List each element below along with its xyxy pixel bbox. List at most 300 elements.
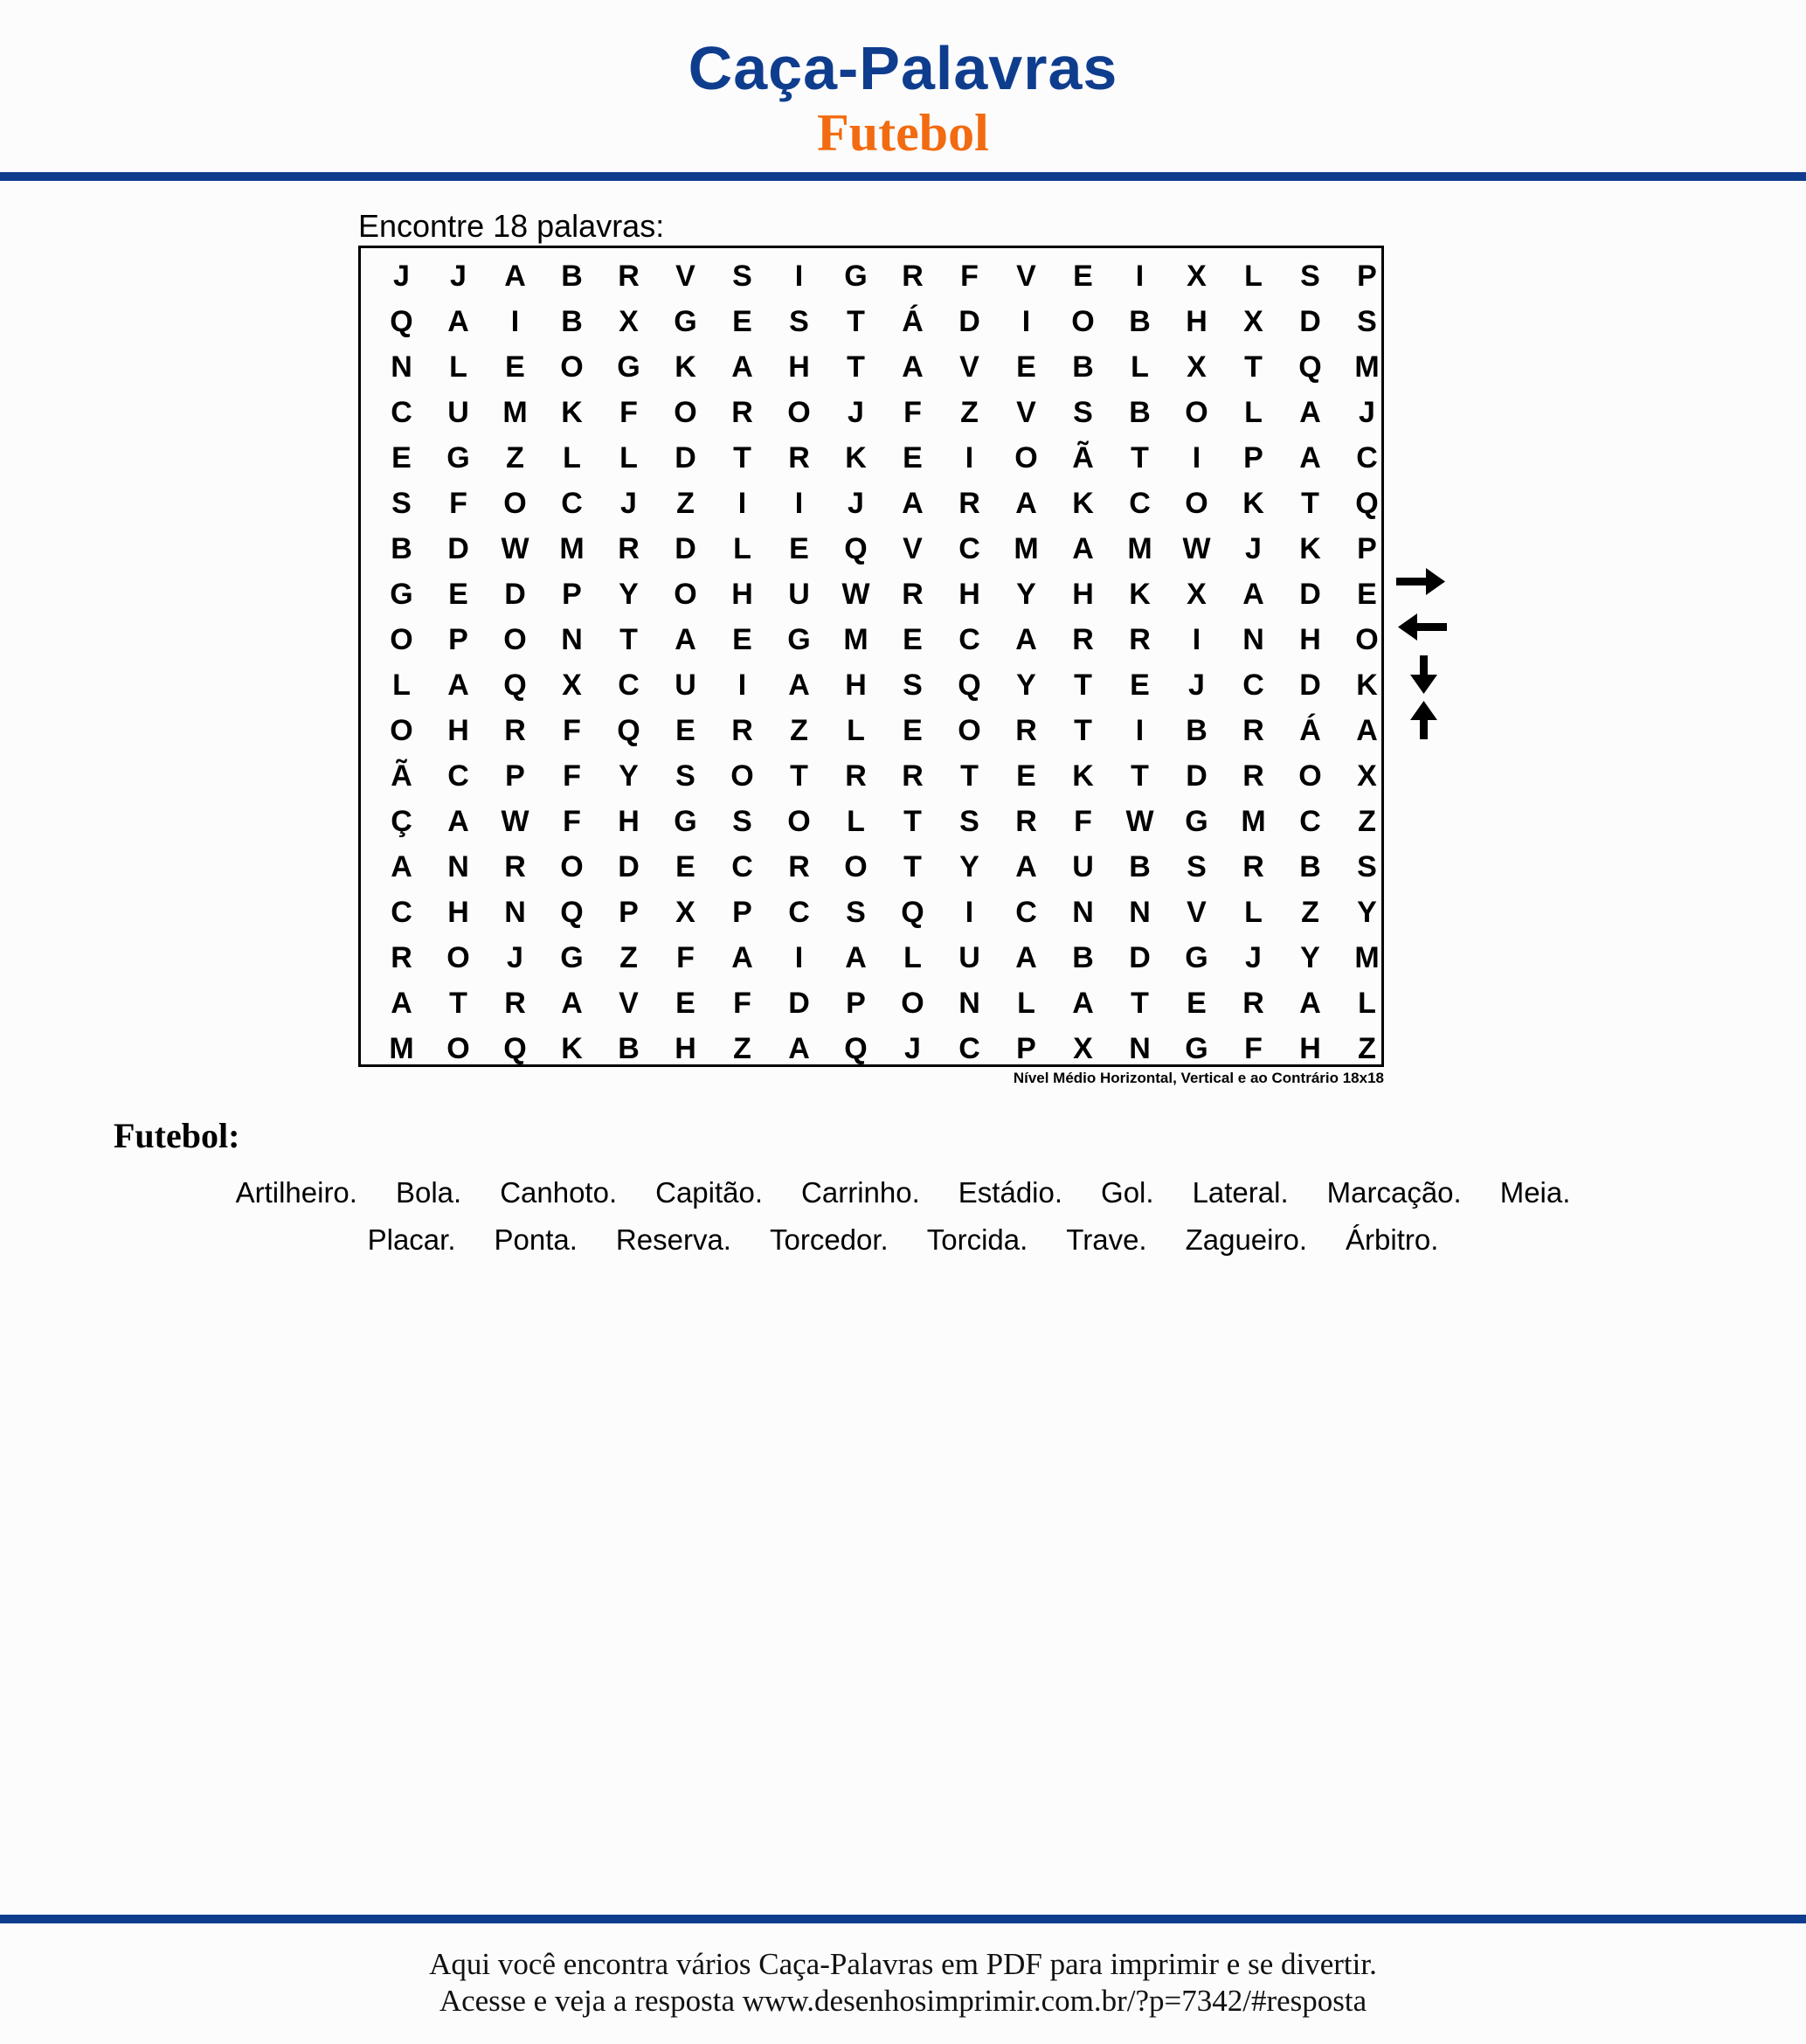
grid-cell: Á xyxy=(902,304,924,338)
grid-cell: D xyxy=(1186,759,1207,793)
grid-cell: T xyxy=(1074,713,1092,747)
grid-cell: J xyxy=(393,259,410,293)
grid-cell: P xyxy=(448,622,468,656)
word-list-item: Placar. xyxy=(367,1223,456,1256)
grid-cell: M xyxy=(1354,940,1380,974)
word-list-item: Reserva. xyxy=(615,1223,731,1256)
word-list-item: Gol. xyxy=(1101,1176,1154,1209)
grid-cell: Z xyxy=(619,940,638,974)
grid-cell: X xyxy=(1187,350,1207,384)
grid-cell: M xyxy=(843,622,868,656)
grid-cell: J xyxy=(1359,395,1375,429)
grid-cell: G xyxy=(446,440,470,475)
grid-cell: S xyxy=(391,486,412,520)
grid-cell: W xyxy=(1125,804,1154,838)
grid-cell: T xyxy=(1244,350,1263,384)
grid-cell: T xyxy=(847,304,865,338)
grid-cell: Z xyxy=(676,486,695,520)
grid-cell: Y xyxy=(1300,940,1320,974)
word-list-item: Torcedor. xyxy=(769,1223,889,1256)
grid-cell: B xyxy=(1129,849,1151,883)
grid-cell: X xyxy=(619,304,639,338)
grid-cell: A xyxy=(1299,986,1321,1020)
grid-cell: R xyxy=(788,849,810,883)
grid-cell: O xyxy=(1185,486,1208,520)
grid-cell: Q xyxy=(503,1031,527,1065)
word-list-item: Árbitro. xyxy=(1346,1223,1439,1256)
grid-cell: D xyxy=(447,531,469,565)
direction-legend xyxy=(1391,559,1452,743)
grid-cell: E xyxy=(903,440,923,475)
grid-cell: U xyxy=(788,577,810,611)
grid-cell: R xyxy=(504,713,526,747)
grid-cell: B xyxy=(1186,713,1207,747)
grid-cell: O xyxy=(787,804,811,838)
grid-cell: P xyxy=(732,895,752,929)
grid-cell: R xyxy=(788,440,810,475)
grid-cell: F xyxy=(676,940,695,974)
grid-cell: S xyxy=(732,804,752,838)
grid-cell: X xyxy=(675,895,695,929)
grid-cell: D xyxy=(675,531,696,565)
grid-cell: M xyxy=(559,531,585,565)
grid-cell: A xyxy=(731,350,753,384)
puzzle-instruction: Encontre 18 palavras: xyxy=(358,208,665,244)
grid-cell: I xyxy=(965,440,974,475)
word-list-item: Estádio. xyxy=(958,1176,1063,1209)
grid-cell: R xyxy=(1129,622,1151,656)
grid-cell: Q xyxy=(1298,350,1322,384)
word-list-title: Futebol: xyxy=(114,1116,240,1155)
grid-cell: R xyxy=(902,577,924,611)
grid-cell: A xyxy=(1299,395,1321,429)
grid-cell: G xyxy=(1185,940,1208,974)
grid-cell: B xyxy=(391,531,412,565)
grid-cell: K xyxy=(1129,577,1151,611)
grid-cell: I xyxy=(1021,304,1031,338)
grid-cell: E xyxy=(1130,668,1150,702)
word-list-item: Canhoto. xyxy=(500,1176,618,1209)
grid-cell: N xyxy=(1129,1031,1151,1065)
grid-cell: R xyxy=(1242,849,1264,883)
grid-cell: O xyxy=(390,713,413,747)
grid-cell: D xyxy=(675,440,696,475)
grid-cell: T xyxy=(790,759,808,793)
grid-cell: O xyxy=(390,622,413,656)
grid-cell: V xyxy=(903,531,923,565)
grid-cell: R xyxy=(1015,804,1037,838)
grid-cell: E xyxy=(391,440,412,475)
grid-cell: A xyxy=(1015,486,1037,520)
grid-cell: T xyxy=(1131,440,1149,475)
grid-cell: J xyxy=(848,486,864,520)
grid-cell: H xyxy=(618,804,640,838)
grid-cell: M xyxy=(1241,804,1266,838)
grid-cell: G xyxy=(390,577,413,611)
grid-cell: O xyxy=(844,849,868,883)
grid-cell: Z xyxy=(790,713,808,747)
grid-cell: U xyxy=(958,940,980,974)
grid-cell: C xyxy=(788,895,810,929)
grid-cell: F xyxy=(563,713,581,747)
grid-cell: G xyxy=(1185,804,1208,838)
grid-cell: Ã xyxy=(1072,440,1094,475)
grid-cell: P xyxy=(619,895,639,929)
grid-cell: S xyxy=(1357,304,1377,338)
grid-cell: E xyxy=(675,849,695,883)
grid-cell: K xyxy=(1242,486,1264,520)
grid-cell: L xyxy=(619,440,638,475)
grid-cell: N xyxy=(1072,895,1094,929)
arrow-right-icon xyxy=(1396,568,1445,595)
grid-cell: C xyxy=(731,849,753,883)
grid-cell: H xyxy=(788,350,810,384)
grid-cell: A xyxy=(788,668,810,702)
grid-cell: N xyxy=(958,986,980,1020)
word-list-item: Torcida. xyxy=(926,1223,1028,1256)
grid-cell: X xyxy=(1187,259,1207,293)
grid-cell: R xyxy=(1242,713,1264,747)
grid-cell: P xyxy=(505,759,525,793)
grid-cell: B xyxy=(561,304,583,338)
grid-cell: V xyxy=(1016,395,1036,429)
grid-cell: P xyxy=(562,577,582,611)
grid-cell: T xyxy=(903,849,922,883)
grid-cell: D xyxy=(958,304,980,338)
grid-cell: L xyxy=(733,531,751,565)
grid-cell: Z xyxy=(1358,804,1376,838)
grid-cell: O xyxy=(503,486,527,520)
grid-cell: F xyxy=(449,486,467,520)
grid-cell: O xyxy=(787,395,811,429)
grid-cell: G xyxy=(674,304,697,338)
grid-cell: O xyxy=(1185,395,1208,429)
grid-cell: K xyxy=(1072,759,1094,793)
grid-cell: N xyxy=(1242,622,1264,656)
word-list-item: Zagueiro. xyxy=(1185,1223,1308,1256)
grid-cell: W xyxy=(841,577,870,611)
grid-cell: C xyxy=(447,759,469,793)
grid-cell: S xyxy=(846,895,866,929)
grid-cell: K xyxy=(1356,668,1378,702)
grid-cell: T xyxy=(733,440,751,475)
grid-cell: A xyxy=(845,940,867,974)
grid-cell: F xyxy=(903,395,922,429)
grid-cell: F xyxy=(563,804,581,838)
grid-cell: E xyxy=(1016,759,1036,793)
grid-cell: R xyxy=(731,395,753,429)
grid-cell: O xyxy=(1071,304,1095,338)
grid-cell: T xyxy=(1131,759,1149,793)
grid-cell: H xyxy=(958,577,980,611)
grid-cell: L xyxy=(1358,986,1376,1020)
grid-cell: M xyxy=(1354,350,1380,384)
grid-cell: N xyxy=(504,895,526,929)
arrow-up-icon xyxy=(1410,701,1437,739)
grid-cell: A xyxy=(902,486,924,520)
grid-cell: L xyxy=(903,940,922,974)
grid-cell: K xyxy=(675,350,696,384)
grid-cell: C xyxy=(391,395,412,429)
grid-cell: M xyxy=(1014,531,1039,565)
grid-cell: O xyxy=(560,350,584,384)
grid-cell: D xyxy=(1299,304,1321,338)
grid-cell: A xyxy=(1299,440,1321,475)
grid-cell: B xyxy=(1072,940,1094,974)
grid-cell: T xyxy=(1131,986,1149,1020)
grid-cell: R xyxy=(902,259,924,293)
grid-cell: C xyxy=(561,486,583,520)
grid-cell: S xyxy=(1187,849,1207,883)
grid-cell: A xyxy=(447,804,469,838)
grid-cell: O xyxy=(674,577,697,611)
grid-cell: C xyxy=(1129,486,1151,520)
grid-cell: V xyxy=(1016,259,1036,293)
grid-cell: L xyxy=(1244,895,1263,929)
grid-cell: L xyxy=(563,440,581,475)
grid-cell: O xyxy=(958,713,981,747)
grid-cell: A xyxy=(731,940,753,974)
grid-cell: X xyxy=(562,668,582,702)
grid-cell: R xyxy=(391,940,412,974)
grid-cell: S xyxy=(732,259,752,293)
grid-cell: Ç xyxy=(391,804,412,838)
grid-cell: E xyxy=(448,577,468,611)
grid-cell: L xyxy=(1131,350,1149,384)
grid-cell: O xyxy=(503,622,527,656)
word-search-grid-frame xyxy=(358,246,1384,1067)
grid-cell: Z xyxy=(506,440,524,475)
grid-cell: H xyxy=(1299,622,1321,656)
grid-cell: C xyxy=(391,895,412,929)
grid-cell: J xyxy=(620,486,637,520)
grid-cell: I xyxy=(737,668,747,702)
grid-cell: A xyxy=(1072,986,1094,1020)
grid-cell: S xyxy=(1300,259,1320,293)
grid-cell: F xyxy=(733,986,751,1020)
grid-cell: B xyxy=(1299,849,1321,883)
grid-cell: N xyxy=(561,622,583,656)
arrow-left-icon xyxy=(1398,613,1447,641)
grid-cell: S xyxy=(789,304,809,338)
grid-cell: A xyxy=(1015,940,1037,974)
grid-cell: W xyxy=(1182,531,1211,565)
grid-cell: O xyxy=(1014,440,1038,475)
grid-cell: I xyxy=(1192,440,1201,475)
grid-cell: A xyxy=(561,986,583,1020)
grid-cell: K xyxy=(1072,486,1094,520)
grid-cell: Y xyxy=(619,577,639,611)
grid-cell: A xyxy=(1015,849,1037,883)
grid-cell: E xyxy=(903,622,923,656)
grid-cell: R xyxy=(1072,622,1094,656)
grid-cell: O xyxy=(446,940,470,974)
grid-cell: D xyxy=(1299,577,1321,611)
grid-cell: P xyxy=(1016,1031,1036,1065)
grid-cell: Z xyxy=(1301,895,1319,929)
grid-cell: R xyxy=(1242,759,1264,793)
grid-cell: Q xyxy=(958,668,981,702)
grid-cell: T xyxy=(1074,668,1092,702)
grid-cell: Q xyxy=(390,304,413,338)
grid-cell: A xyxy=(788,1031,810,1065)
grid-cell: V xyxy=(619,986,639,1020)
grid-cell: A xyxy=(504,259,526,293)
grid-cell: C xyxy=(958,622,980,656)
grid-cell: D xyxy=(504,577,526,611)
grid-cell: S xyxy=(959,804,979,838)
grid-cell: I xyxy=(1135,259,1145,293)
word-list-item: Capitão. xyxy=(655,1176,764,1209)
grid-cell: C xyxy=(1015,895,1037,929)
word-list-item: Bola. xyxy=(395,1176,462,1209)
grid-cell: R xyxy=(958,486,980,520)
grid-cell: T xyxy=(1301,486,1319,520)
grid-cell: J xyxy=(507,940,523,974)
grid-cell: O xyxy=(674,395,697,429)
grid-cell: G xyxy=(787,622,811,656)
grid-cell: P xyxy=(846,986,866,1020)
grid-cell: E xyxy=(1187,986,1207,1020)
grid-cell: N xyxy=(447,849,469,883)
grid-cell: E xyxy=(505,350,525,384)
word-list-item: Marcação. xyxy=(1326,1176,1462,1209)
grid-cell: T xyxy=(960,759,979,793)
grid-cell: W xyxy=(501,531,529,565)
grid-cell: A xyxy=(1015,622,1037,656)
grid-cell: L xyxy=(1244,395,1263,429)
grid-cell: V xyxy=(1187,895,1207,929)
grid-cell: A xyxy=(1356,713,1378,747)
grid-cell: T xyxy=(903,804,922,838)
grid-cell: F xyxy=(563,759,581,793)
grid-cell: A xyxy=(1072,531,1094,565)
grid-cell: V xyxy=(675,259,695,293)
grid-cell: G xyxy=(674,804,697,838)
grid-cell: H xyxy=(845,668,867,702)
grid-cell: S xyxy=(1357,849,1377,883)
grid-cell: J xyxy=(1188,668,1205,702)
grid-cell: P xyxy=(1243,440,1263,475)
grid-cell: A xyxy=(447,668,469,702)
grid-cell: J xyxy=(450,259,467,293)
grid-cell: H xyxy=(447,713,469,747)
word-list-item: Lateral. xyxy=(1192,1176,1289,1209)
grid-cell: L xyxy=(392,668,411,702)
grid-cell: L xyxy=(449,350,467,384)
grid-cell: C xyxy=(1299,804,1321,838)
grid-cell: M xyxy=(1127,531,1152,565)
grid-cell: R xyxy=(618,531,640,565)
grid-cell: H xyxy=(1186,304,1207,338)
grid-cell: Q xyxy=(844,531,868,565)
grid-cell: K xyxy=(561,1031,583,1065)
grid-cell: A xyxy=(391,849,412,883)
word-list-item: Artilheiro. xyxy=(235,1176,357,1209)
grid-cell: L xyxy=(1244,259,1263,293)
grid-cell: R xyxy=(902,759,924,793)
word-list-item: Meia. xyxy=(1499,1176,1571,1209)
grid-cell: C xyxy=(958,531,980,565)
grid-cell: R xyxy=(731,713,753,747)
grid-cell: Ã xyxy=(391,759,412,793)
grid-cell: A xyxy=(675,622,696,656)
grid-cell: J xyxy=(1245,531,1262,565)
grid-cell: T xyxy=(449,986,467,1020)
grid-cell: S xyxy=(1073,395,1093,429)
grid-cell: F xyxy=(960,259,979,293)
grid-cell: Q xyxy=(844,1031,868,1065)
grid-cell: O xyxy=(1298,759,1322,793)
bottom-divider xyxy=(0,1915,1806,1923)
grid-cell: E xyxy=(903,713,923,747)
grid-cell: X xyxy=(1187,577,1207,611)
grid-cell: N xyxy=(1129,895,1151,929)
grid-cell: M xyxy=(502,395,528,429)
grid-cell: O xyxy=(1355,622,1379,656)
grid-cell: Z xyxy=(1358,1031,1376,1065)
footer-line-2: Acesse e veja a resposta www.desenhosimprimir.com.br/?p=7342/#resposta xyxy=(439,1984,1367,2018)
grid-cell: C xyxy=(1242,668,1264,702)
grid-cell: S xyxy=(903,668,923,702)
grid-cell: S xyxy=(675,759,695,793)
grid-cell: Q xyxy=(1355,486,1379,520)
grid-cell: K xyxy=(561,395,583,429)
grid-cell: E xyxy=(1073,259,1093,293)
grid-cell: Q xyxy=(560,895,584,929)
grid-cell: I xyxy=(794,940,804,974)
grid-cell: Q xyxy=(901,895,924,929)
word-list-row-1 xyxy=(0,1176,1806,1209)
grid-cell: I xyxy=(794,486,804,520)
grid-cell: D xyxy=(618,849,640,883)
grid-cell: O xyxy=(560,849,584,883)
grid-cell: Z xyxy=(960,395,979,429)
grid-cell: Q xyxy=(617,713,640,747)
grid-cell: B xyxy=(618,1031,640,1065)
word-list-row-2 xyxy=(0,1223,1806,1257)
grid-cell: G xyxy=(1185,1031,1208,1065)
grid-cell: Á xyxy=(1299,713,1321,747)
grid-cell: L xyxy=(1017,986,1035,1020)
grid-cell: A xyxy=(391,986,412,1020)
grid-cell: X xyxy=(1073,1031,1093,1065)
grid-cell: A xyxy=(447,304,469,338)
grid-cell: W xyxy=(501,804,529,838)
grid-cell: C xyxy=(1356,440,1378,475)
grid-cell: I xyxy=(794,259,804,293)
grid-cell: A xyxy=(902,350,924,384)
grid-cell: R xyxy=(1242,986,1264,1020)
arrow-down-icon xyxy=(1410,655,1437,694)
grid-cell: Y xyxy=(1357,895,1377,929)
grid-cell: J xyxy=(1245,940,1262,974)
grid-cell: R xyxy=(845,759,867,793)
page-title: Caça-Palavras xyxy=(688,34,1118,102)
grid-cell: E xyxy=(732,304,752,338)
grid-cell: I xyxy=(510,304,520,338)
word-list-item: Ponta. xyxy=(494,1223,578,1256)
grid-cell: H xyxy=(447,895,469,929)
grid-cell: D xyxy=(788,986,810,1020)
grid-cell: B xyxy=(1129,395,1151,429)
grid-cell: J xyxy=(848,395,864,429)
grid-cell: B xyxy=(1072,350,1094,384)
grid-cell: Y xyxy=(1016,668,1036,702)
grid-cell: R xyxy=(618,259,640,293)
grid-cell: K xyxy=(845,440,867,475)
grid-cell: A xyxy=(1242,577,1264,611)
